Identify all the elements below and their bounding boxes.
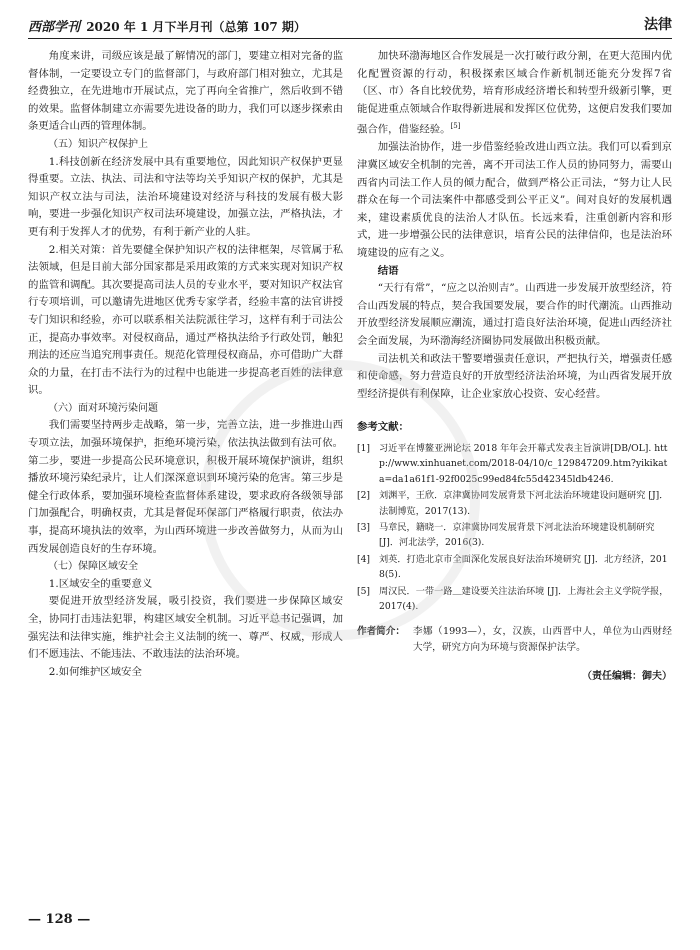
responsible-editor: （责任编辑：御夫） <box>582 671 672 683</box>
reference-text: 习近平在博鳌亚洲论坛 2018 年年会开幕式发表主旨演讲[DB/OL]. http://www.xinhuanet.com/2018-04/10/c_129847209.htm?yikikata=da1a61f1-92f0025c99ed84fc55d42345ldb4246. <box>379 442 668 485</box>
subheading: 2.如何维护区域安全 <box>48 665 142 678</box>
reference-item <box>357 488 672 519</box>
paragraph: 1.科技创新在经济发展中具有重要地位，因此知识产权保护更显得重要。立法、执法、司法和守法等均关乎知识产权的保护，尤其是知识产权立法与司法，法治环境建设对经济与科技的发展有极大影响，要进一步强化知识产权司法环境建设，加强立法，严格执法，才更有利于发挥人才的优势，有利于新产业的人驻。 <box>28 155 343 238</box>
paragraph-text: 加快环渤海地区合作发展是一次打破行政分割，在更大范围内优化配置资源的行动，积极探索区域合作新机制还能充分发挥7省（区、市）各自比较优势，培育形成经济增长和转型升级新引擎，更能促进重点领域合作取得新进展和发挥区位优势，这便启发我们要加强合作，借鉴经验。 <box>357 50 672 136</box>
author-label: 作者简介： <box>357 626 405 638</box>
references-list <box>357 441 672 614</box>
paragraph: 我们需要坚持两步走战略，第一步，完善立法，进一步推进山西专项立法，加强环境保护，拒绝环境污染，依法执法做到有法可依。第二步，要进一步提高公民环境意识，积极开展环境保护演讲，组织播放环境污染纪录片，让人们深深意识到环境污染的危害。第三步是健全行政体系，要加强环境检查监督体系建设，要求政府各级领导部门加强配合，明确权责，尤其是督促环保部门严格履行职责，依法办事，提高环境执法的效率，为山西环境进一步改善做努力，从而为山西发展创造良好的生存环境。 <box>28 419 343 555</box>
paragraph: “天行有常”，“应之以治则吉”。山西进一步发展开放型经济，符合山西发展的特点，契合我国要发展，要合作的时代潮流。山西推动开放型经济发展顺应潮流，通过打造良好法治环境，促进山西经济社会全面发展，为环渤海经济圈协同发展做出积极贡献。 <box>357 282 672 347</box>
reference-text: 刘英．打造北京市全面深化发展良好法治环境研究 [J]．北方经济，2018(5). <box>379 553 668 581</box>
references-title: 参考文献： <box>357 421 409 434</box>
page-number: — 128 — <box>28 912 91 927</box>
conclusion-title: 结语 <box>377 264 399 277</box>
page-header <box>28 14 672 36</box>
citation-mark: [5] <box>450 122 461 131</box>
reference-text: 马章民，籍晓一．京津冀协同发展背景下河北法治环境建设机制研究 [J]．河北法学，2016(3). <box>379 521 655 549</box>
issue-info: 2020 年 1 月下半月刊（总第 107 期） <box>86 20 306 34</box>
right-column <box>357 48 672 686</box>
reference-text: 周汉民．一带一路＿建设要关注法治环境 [J]．上海社会主义学院学报，2017(4). <box>379 585 669 612</box>
journal-name: 西部学刊 <box>28 20 81 35</box>
author-bio <box>357 624 672 656</box>
left-column <box>28 48 343 681</box>
section-name: 法律 <box>644 17 672 33</box>
reference-number: [5] <box>357 585 371 597</box>
reference-item <box>357 584 672 615</box>
reference-item <box>357 520 672 551</box>
journal-info <box>28 16 306 35</box>
author-text: 李娜（1993—），女，汉族，山西晋中人，单位为山西财经大学，研究方向为环境与资源保护法学。 <box>413 626 672 654</box>
paragraph <box>357 48 672 139</box>
paragraph: 司法机关和政法干警要增强责任意识，严把执行关，增强责任感和使命感，努力营造良好的开放型经济法治环境，为山西省发展开放型经济提供有利保障，让企业家放心投资、安心经营。 <box>357 352 672 400</box>
section-heading: （七）保障区域安全 <box>48 561 138 573</box>
section-heading: （六）面对环境污染问题 <box>48 402 158 414</box>
paragraph: 2.相关对策：首先要健全保护知识产权的法律框架，尽管属于私法领域，但是目前大部分国家都是采用政策的方式来实现对知识产权的监管和调配。其次要提高司法人员的专业水平，要对知识产权法官行专项培训，可以邀请先进地区优秀专家学者，经验丰富的法官讲授专门知识和经验，亦可以联系相关法院派往学习，这样有利于司法公正，提高办事效率。对侵权商品，通过严格执法给予行政处罚，触犯刑法的还应当追究刑事责任。规范化管理侵权商品，亦可借助广大群众的力量，在打击不法行为的过程中也能进一步提高老百姓的法律意识。 <box>28 243 343 397</box>
reference-number: [2] <box>357 490 371 502</box>
reference-number: [4] <box>357 553 371 565</box>
paragraph: 加强法治协作，进一步借鉴经验改进山西立法。我们可以看到京津冀区域安全机制的完善，离不开司法工作人员的协同努力，需要山西省内司法工作人员的倾力配合，做到严格公正司法，“努力让人民群众在每一个司法案件中都感受到公平正义”。间对良好的发展机遇来，建设素质优良的法治人才队伍。长远来看，注重创新内容和形式，进一步增强公民的法律意识，培育公民的法律信仰，也是法治环境建设的应有之义。 <box>357 141 672 259</box>
reference-number: [3] <box>357 521 371 533</box>
paragraph: 要促进开放型经济发展，吸引投资，我们要进一步保障区域安全，协同打击违法犯罪，构建区域安全机制。习近平总书记强调，加强宪法和法律实施，维护社会主义法制的统一、尊严、权威，形成人们不愿违法、不能违法、不敢违法的法治环境。 <box>28 595 343 661</box>
reference-item <box>357 441 672 487</box>
section-heading: （五）知识产权保护上 <box>48 138 148 150</box>
subheading: 1.区域安全的重要意义 <box>48 577 153 590</box>
reference-number: [1] <box>357 442 371 454</box>
reference-item <box>357 552 672 583</box>
header-rule <box>28 38 672 39</box>
paragraph: 角度来讲，司级应该是最了解情况的部门，要建立相对完备的监督体制，一定要设立专门的监督部门，与政府部门相对独立，尤其是经费独立，在先进地市开展试点，完了再向全省推广，然后收到不错的效果。监督体制建立亦需要先进设备的助力，我们可以逐步探索由 条更适合山西的管理体制。 <box>28 50 343 133</box>
reference-text: 刘渊平，王欣．京津冀协同发展背景下河北法治环境建设问题研究 [J]．法制博览，2017(13). <box>379 490 669 517</box>
